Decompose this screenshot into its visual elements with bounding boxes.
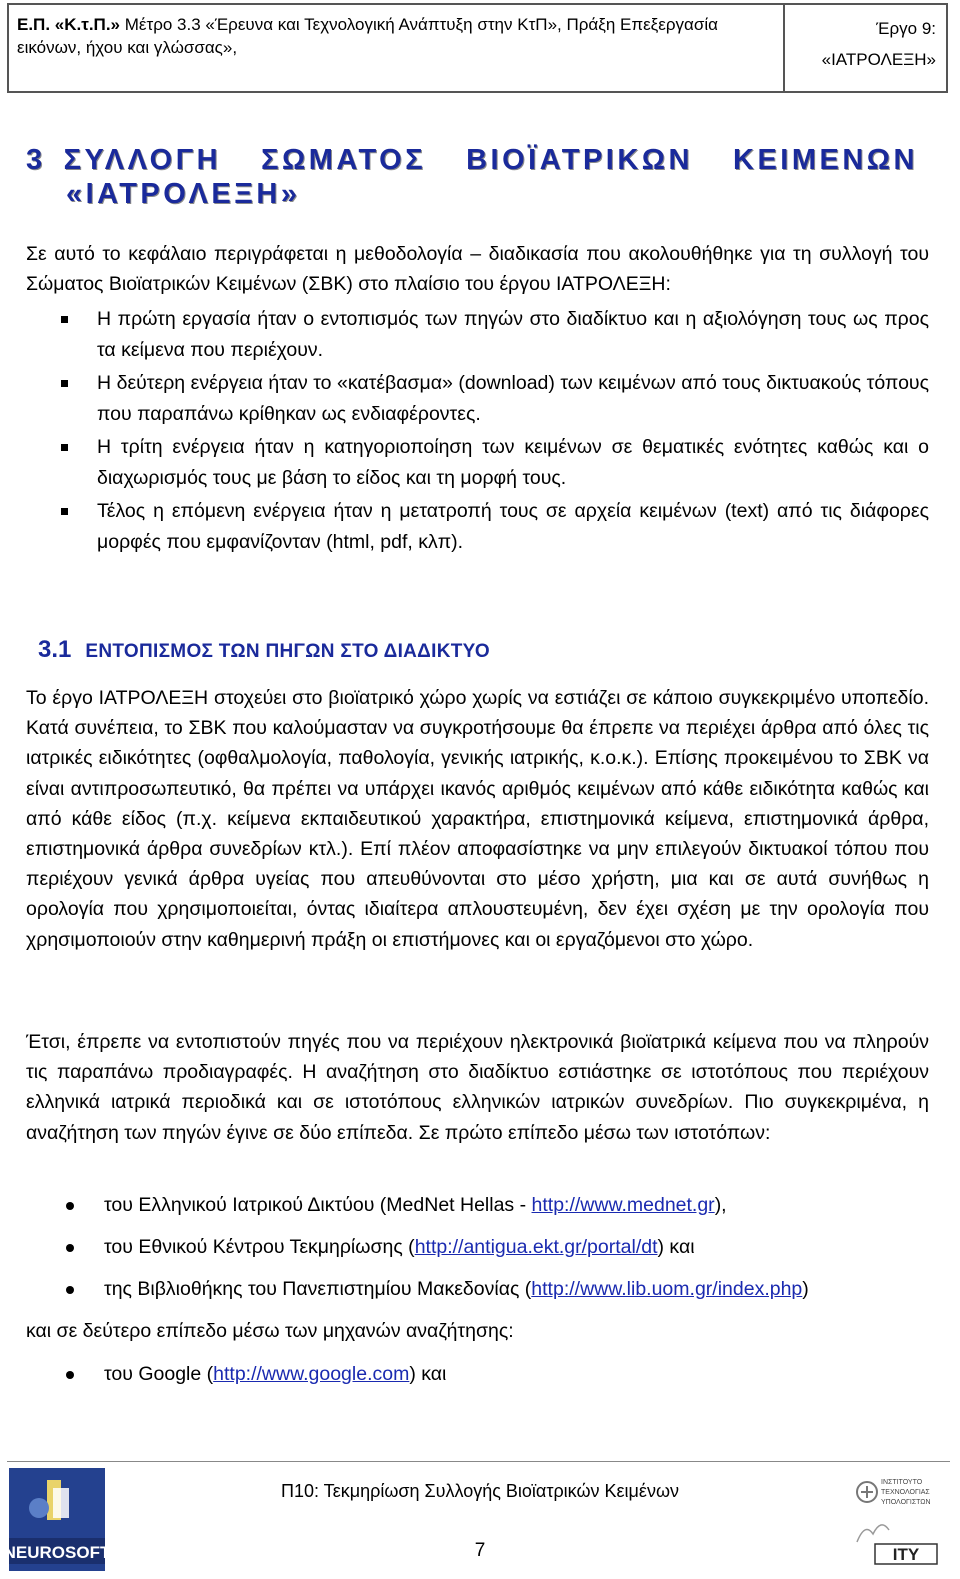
paragraph-scope: Το έργο ΙΑΤΡΟΛΕΞΗ στοχεύει στο βιοϊατρικό χώρο χωρίς να εστιάζει σε κάποιο συγκεκριμένο υποπεδίο. Κατά συνέπεια, το ΣΒΚ που καλούμασταν να συγκροτήσουμε θα έπρεπε να περιέχει άρθρα από όλες τις ιατρικές ειδικότητες (οφθαλμολογία, παθολογία, γενικής ιατρικής, κ.ο.κ.). Επίσης προκειμένου το ΣΒΚ να είναι αντιπροσωπευτικό, θα πρέπει να υπάρχει ικανός αριθμός κειμένων από κάθε ειδικότητα καθώς και από κάθε είδος (π.χ. κείμενα εκπαιδευτικού χαρακτήρα, επιστημονικά κείμενα, επιστημονικά άρθρα, επιστημονικά άρθρα συνεδρίων κτλ.). Επί πλέον αποφασίστηκε να μην επιλεγούν δικτυακοί τόπου που περιέχουν γενικά άρθρα υγείας που απευθύνονται στο μέσο χρήστη, μια και σε αυτά συνήθως η ορολογία που χρησιμοποιείται, όντας ιδιαίτερα απλουστευμένη, δεν έχει σχέση με την ορολογία που χρησιμοποιούν στην καθημερινή πράξη οι επιστήμονες και οι εργαζόμενοι στο χώρο. <box>26 687 929 951</box>
svg-text:ΙΝΣΤΙΤΟΥΤΟ: ΙΝΣΤΙΤΟΥΤΟ <box>881 1479 923 1486</box>
header-project-number: Έργο 9: <box>876 19 936 38</box>
square-bullet-icon <box>61 380 68 387</box>
square-bullet-icon <box>61 444 68 451</box>
chapter-heading <box>26 143 926 211</box>
bullet-icon <box>66 1202 74 1210</box>
page-header <box>7 3 948 93</box>
header-program: Ε.Π. «Κ.τ.Π.» <box>17 15 121 34</box>
link-uom-library[interactable]: http://www.lib.uom.gr/index.php <box>531 1278 803 1300</box>
level2-intro: και σε δεύτερο επίπεδο μέσω των μηχανών αναζήτησης: <box>26 1320 514 1342</box>
list-item: της Βιβλιοθήκης του Πανεπιστημίου Μακεδονίας (http://www.lib.uom.gr/index.php) <box>104 1278 809 1300</box>
square-bullet-icon <box>61 508 68 515</box>
square-bullet-icon <box>61 316 68 323</box>
link-ekt[interactable]: http://antigua.ekt.gr/portal/dt <box>414 1236 658 1258</box>
footer-title: Π10: Τεκμηρίωση Συλλογής Βιοϊατρικών Κειμένων <box>280 1481 679 1501</box>
link-mednet[interactable]: http://www.mednet.gr <box>531 1194 715 1216</box>
footer-divider <box>7 1461 950 1462</box>
link-google[interactable]: http://www.google.com <box>213 1363 410 1385</box>
intro-paragraph: Σε αυτό το κεφάλαιο περιγράφεται η μεθοδολογία – διαδικασία που ακολουθήθηκε για τη συλλογή του Σώματος Βιοϊατρικών Κειμένων (ΣΒΚ) στο πλαίσιο του έργου ΙΑΤΡΟΛΕΞΗ: <box>26 243 929 296</box>
step-item: Η πρώτη εργασία ήταν ο εντοπισμός των πηγών στο διαδίκτυο και η αξιολόγηση τους ως προς τα κείμενα που περιέχουν. <box>97 308 929 361</box>
bullet-icon <box>66 1286 74 1294</box>
step-item: Τέλος η επόμενη ενέργεια ήταν η μετατροπή τους σε αρχεία κειμένων (text) από τις διάφορες μορφές που εμφανίζονταν (html, pdf, κλπ). <box>97 500 929 553</box>
list-item: του Εθνικού Κέντρου Τεκμηρίωσης (http://antigua.ekt.gr/portal/dt) και <box>104 1236 695 1258</box>
header-project-info <box>9 5 785 91</box>
bullet-icon <box>66 1371 74 1379</box>
chapter-number: 3 <box>26 144 46 176</box>
section-heading <box>38 636 490 664</box>
list-item: του Google (http://www.google.com) και <box>104 1363 447 1385</box>
chapter-title-line2: «ΙΑΤΡΟΛΕΞΗ» <box>66 178 301 210</box>
page-number: 7 <box>474 1540 486 1561</box>
step-item: Η τρίτη ενέργεια ήταν η κατηγοριοποίηση των κειμένων σε θεματικές ενότητες καθώς και ο διαχωρισμός τους με βάση το είδος και τη μορφή τους. <box>97 436 929 489</box>
header-line2: εικόνων, ήχου και γλώσσας», <box>17 38 238 57</box>
header-project-name: «ΙΑΤΡΟΛΕΞΗ» <box>821 50 936 69</box>
chapter-title-word: ΒΙΟΪΑΤΡΙΚΩΝ <box>466 144 693 176</box>
chapter-title-word: ΚΕΙΜΕΝΩΝ <box>733 144 918 176</box>
svg-text:ΥΠΟΛΟΓΙΣΤΩΝ: ΥΠΟΛΟΓΙΣΤΩΝ <box>881 1499 931 1506</box>
list-item: του Ελληνικού Ιατρικού Δικτύου (MedNet Hellas - http://www.mednet.gr), <box>104 1194 727 1216</box>
bullet-icon <box>66 1244 74 1252</box>
svg-text:ΙΤΥ: ΙΤΥ <box>892 1545 920 1564</box>
header-project-id <box>785 5 946 91</box>
section-number: 3.1 <box>38 636 72 663</box>
chapter-title-word: ΣΩΜΑΤΟΣ <box>261 144 427 176</box>
paragraph-sources: Έτσι, έπρεπε να εντοπιστούν πηγές που να περιέχουν ηλεκτρονικά βιοϊατρικά κείμενα που να πληρούν τις παραπάνω προδιαγραφές. Η αναζήτηση στο διαδίκτυο εστιάστηκε σε ιστοτόπους που περιέχουν ελληνικά ιατρικά περιοδικά και σε ιστοτόπους ελληνικών ιατρικών συνεδρίων. Πιο συγκεκριμένα, η αναζήτηση των πηγών έγινε σε δύο επίπεδα. Σε πρώτο επίπεδο μέσω των ιστοτόπων: <box>26 1031 929 1144</box>
header-measure: Μέτρο 3.3 «Έρευνα και Τεχνολογική Ανάπτυξη στην ΚτΠ», Πράξη Επεξεργασία <box>120 15 718 34</box>
step-item: Η δεύτερη ενέργεια ήταν το «κατέβασμα» (download) των κειμένων από τους δικτυακούς τόπους που παραπάνω κρίθηκαν ως ενδιαφέροντες. <box>97 372 929 425</box>
svg-text:NEUROSOFT: NEUROSOFT <box>3 1543 111 1562</box>
ity-logo <box>853 1472 939 1568</box>
chapter-title-word: ΣΥΛΛΟΓΗ <box>63 144 222 176</box>
section-title: ΕΝΤΟΠΙΣΜΟΣ ΤΩΝ ΠΗΓΩΝ ΣΤΟ ΔΙΑΔΙΚΤΥΟ <box>85 641 490 662</box>
svg-text:ΤΕΧΝΟΛΟΓΙΑΣ: ΤΕΧΝΟΛΟΓΙΑΣ <box>881 1489 930 1496</box>
